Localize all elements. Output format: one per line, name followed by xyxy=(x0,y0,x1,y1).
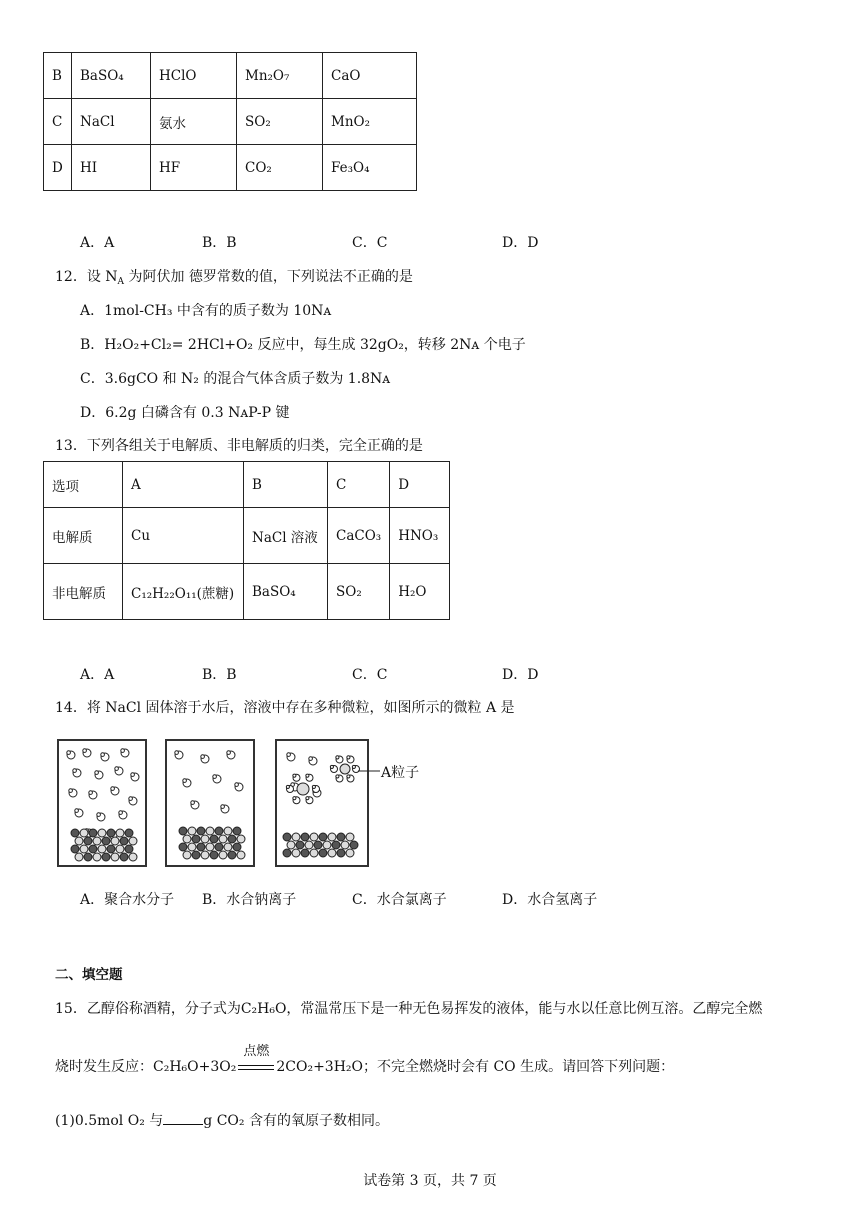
chloride-ion-icon xyxy=(80,845,88,853)
table-header-cell: B xyxy=(244,462,328,508)
water-molecule-icon xyxy=(306,774,313,781)
chloride-ion-icon xyxy=(224,827,232,835)
water-molecule-icon xyxy=(67,751,75,759)
q11-option-a[interactable]: A．A xyxy=(80,235,115,251)
q14-option-a[interactable]: A．聚合水分子 xyxy=(80,892,175,908)
water-molecule-icon xyxy=(73,769,81,777)
sodium-ion-icon xyxy=(71,845,79,853)
chloride-ion-icon xyxy=(340,764,350,774)
water-molecule-icon xyxy=(287,753,295,761)
table-cell: HF xyxy=(151,145,237,191)
sodium-ion-icon xyxy=(71,829,79,837)
chloride-ion-icon xyxy=(75,837,83,845)
table-cell: HI xyxy=(72,145,151,191)
table-cell: 非电解质 xyxy=(44,564,123,620)
q13-option-a[interactable]: A．A xyxy=(80,667,115,683)
chloride-ion-icon xyxy=(75,853,83,861)
table-cell: CaCO₃ xyxy=(328,508,390,564)
water-molecule-icon xyxy=(89,791,97,799)
chloride-ion-icon xyxy=(129,837,137,845)
sodium-ion-icon xyxy=(120,837,128,845)
sodium-ion-icon xyxy=(215,843,223,851)
sodium-ion-icon xyxy=(107,845,115,853)
water-molecule-icon xyxy=(330,765,337,772)
chloride-ion-icon xyxy=(237,851,245,859)
table-cell: C xyxy=(44,99,72,145)
sodium-ion-icon xyxy=(102,837,110,845)
water-molecule-icon xyxy=(183,779,191,787)
chloride-ion-icon xyxy=(98,829,106,837)
sodium-ion-icon xyxy=(283,849,291,857)
q15-stem-line1: 15．乙醇俗称酒精，分子式为C₂H₆O，常温常压下是一种无色易挥发的液体，能与水以任意比例互溶。乙醇完全燃 xyxy=(55,1001,763,1017)
chloride-ion-icon xyxy=(116,829,124,837)
water-molecule-icon xyxy=(69,789,77,797)
chloride-ion-icon xyxy=(93,837,101,845)
chloride-ion-icon xyxy=(219,835,227,843)
table-header-cell: C xyxy=(328,462,390,508)
chloride-ion-icon xyxy=(292,833,300,841)
classification-table-q13 xyxy=(43,461,450,620)
sodium-ion-icon xyxy=(89,845,97,853)
sodium-ion-icon xyxy=(233,843,241,851)
sodium-ion-icon xyxy=(228,835,236,843)
chloride-ion-icon xyxy=(129,853,137,861)
sodium-ion-icon xyxy=(179,843,187,851)
sodium-ion-icon xyxy=(350,841,358,849)
figure-label-a-particle: A粒子 xyxy=(381,765,420,781)
chloride-ion-icon xyxy=(201,851,209,859)
water-molecule-icon xyxy=(131,773,139,781)
chloride-ion-icon xyxy=(328,849,336,857)
chloride-ion-icon xyxy=(111,837,119,845)
water-molecule-icon xyxy=(306,797,313,804)
water-molecule-icon xyxy=(111,787,119,795)
sodium-ion-icon xyxy=(301,849,309,857)
water-molecule-icon xyxy=(121,749,129,757)
sodium-ion-icon xyxy=(228,851,236,859)
sodium-ion-icon xyxy=(107,829,115,837)
table-header-cell: D xyxy=(390,462,450,508)
chloride-ion-icon xyxy=(305,841,313,849)
table-header-cell: A xyxy=(123,462,244,508)
chloride-ion-icon xyxy=(323,841,331,849)
q11-option-c[interactable]: C．C xyxy=(352,235,388,251)
q11-option-d[interactable]: D．D xyxy=(502,235,539,251)
water-molecule-icon xyxy=(191,801,199,809)
q13-option-b[interactable]: B．B xyxy=(202,667,237,683)
q11-option-b[interactable]: B．B xyxy=(202,235,237,251)
dissolution-figure xyxy=(55,737,445,869)
sodium-ion-icon xyxy=(84,853,92,861)
water-molecule-icon xyxy=(347,756,354,763)
water-molecule-icon xyxy=(75,809,83,817)
table-cell: 电解质 xyxy=(44,508,123,564)
chloride-ion-icon xyxy=(346,833,354,841)
sodium-ion-icon xyxy=(233,827,241,835)
sodium-ion-icon xyxy=(210,835,218,843)
chloride-ion-icon xyxy=(328,833,336,841)
water-molecule-icon xyxy=(115,767,123,775)
table-header-cell: 选项 xyxy=(44,462,123,508)
water-molecule-icon xyxy=(95,771,103,779)
chloride-ion-icon xyxy=(346,849,354,857)
sodium-ion-icon xyxy=(314,841,322,849)
chloride-ion-icon xyxy=(297,783,309,795)
q13-option-d[interactable]: D．D xyxy=(502,667,539,683)
chloride-ion-icon xyxy=(188,827,196,835)
table-cell: HNO₃ xyxy=(390,508,450,564)
sodium-ion-icon xyxy=(215,827,223,835)
chloride-ion-icon xyxy=(93,853,101,861)
water-molecule-icon xyxy=(293,797,300,804)
water-molecule-icon xyxy=(213,775,221,783)
page-footer: 试卷第 3 页，共 7 页 xyxy=(363,1173,497,1189)
sodium-ion-icon xyxy=(283,833,291,841)
water-molecule-icon xyxy=(312,785,319,792)
chloride-ion-icon xyxy=(206,843,214,851)
q13-stem: 13．下列各组关于电解质、非电解质的归类，完全正确的是 xyxy=(55,438,423,454)
water-molecule-icon xyxy=(227,751,235,759)
q15-sub1: (1)0.5mol O₂ 与 g CO₂ 含有的氧原子数相同。 xyxy=(55,1110,389,1130)
sodium-ion-icon xyxy=(125,829,133,837)
water-molecule-icon xyxy=(101,753,109,761)
equals-sign xyxy=(238,1065,274,1070)
table-cell: NaCl xyxy=(72,99,151,145)
q12-option-d[interactable]: D．6.2g 白磷含有 0.3 NᴀP-P 键 xyxy=(80,405,290,421)
chloride-ion-icon xyxy=(80,829,88,837)
sodium-ion-icon xyxy=(120,853,128,861)
particles-svg xyxy=(55,737,445,869)
sodium-ion-icon xyxy=(179,827,187,835)
table-cell: H₂O xyxy=(390,564,450,620)
table-cell: Fe₃O₄ xyxy=(323,145,417,191)
chloride-ion-icon xyxy=(237,835,245,843)
answer-blank[interactable] xyxy=(163,1110,203,1125)
q15-stem-line2: 烧时发生反应：C₂H₆O+3O₂ 点燃 2CO₂+3H₂O；不完全燃烧时会有 CO 生成。请回答下列问题： xyxy=(55,1056,674,1076)
chloride-ion-icon xyxy=(116,845,124,853)
table-cell: 氨水 xyxy=(151,99,237,145)
q13-option-c[interactable]: C．C xyxy=(352,667,388,683)
sodium-ion-icon xyxy=(319,833,327,841)
sodium-ion-icon xyxy=(192,851,200,859)
chloride-ion-icon xyxy=(188,843,196,851)
sodium-ion-icon xyxy=(319,849,327,857)
sodium-ion-icon xyxy=(125,845,133,853)
q12-option-b[interactable]: B．H₂O₂+Cl₂= 2HCl+O₂ 反应中，每生成 32gO₂，转移 2Nᴀ 个电子 xyxy=(80,337,526,353)
chloride-ion-icon xyxy=(183,835,191,843)
water-molecule-icon xyxy=(293,774,300,781)
sodium-ion-icon xyxy=(337,849,345,857)
sodium-ion-icon xyxy=(337,833,345,841)
q12-stem: 12．设 $N_A$ 为阿伏加 德罗常数的值，下列说法不正确的是 xyxy=(55,269,413,287)
options-table-q11 xyxy=(43,52,417,191)
table-cell: BaSO₄ xyxy=(72,53,151,99)
chloride-ion-icon xyxy=(219,851,227,859)
sodium-ion-icon xyxy=(332,841,340,849)
water-molecule-icon xyxy=(83,749,91,757)
water-molecule-icon xyxy=(175,751,183,759)
chloride-ion-icon xyxy=(292,849,300,857)
water-molecule-icon xyxy=(119,811,127,819)
table-cell: Cu xyxy=(123,508,244,564)
chloride-ion-icon xyxy=(206,827,214,835)
sodium-ion-icon xyxy=(102,853,110,861)
table-cell: BaSO₄ xyxy=(244,564,328,620)
sodium-ion-icon xyxy=(296,841,304,849)
chloride-ion-icon xyxy=(310,849,318,857)
water-molecule-icon xyxy=(221,805,229,813)
chloride-ion-icon xyxy=(98,845,106,853)
table-cell: CaO xyxy=(323,53,417,99)
water-molecule-icon xyxy=(309,757,317,765)
table-cell: MnO₂ xyxy=(323,99,417,145)
sodium-ion-icon xyxy=(197,827,205,835)
sodium-ion-icon xyxy=(197,843,205,851)
water-molecule-icon xyxy=(336,756,343,763)
table-cell: SO₂ xyxy=(328,564,390,620)
water-molecule-icon xyxy=(201,755,209,763)
water-molecule-icon xyxy=(235,783,243,791)
table-cell: CO₂ xyxy=(237,145,323,191)
table-cell: D xyxy=(44,145,72,191)
q14-stem: 14．将 NaCl 固体溶于水后，溶液中存在多种微粒，如图所示的微粒 A 是 xyxy=(55,700,515,716)
chloride-ion-icon xyxy=(111,853,119,861)
chloride-ion-icon xyxy=(183,851,191,859)
chloride-ion-icon xyxy=(224,843,232,851)
water-molecule-icon xyxy=(347,775,354,782)
chloride-ion-icon xyxy=(201,835,209,843)
chloride-ion-icon xyxy=(287,841,295,849)
sodium-ion-icon xyxy=(89,829,97,837)
chloride-ion-icon xyxy=(341,841,349,849)
q12-option-a[interactable]: A．1mol-CH₃ 中含有的质子数为 10Nᴀ xyxy=(80,303,332,319)
section-title: 二、填空题 xyxy=(55,967,123,983)
q14-option-c[interactable]: C．水合氯离子 xyxy=(352,892,447,908)
water-molecule-icon xyxy=(286,785,293,792)
table-cell: B xyxy=(44,53,72,99)
q14-option-b[interactable]: B．水合钠离子 xyxy=(202,892,297,908)
table-cell: Mn₂O₇ xyxy=(237,53,323,99)
water-molecule-icon xyxy=(97,813,105,821)
table-cell: NaCl 溶液 xyxy=(244,508,328,564)
table-cell: SO₂ xyxy=(237,99,323,145)
table-cell: C₁₂H₂₂O₁₁(蔗糖) xyxy=(123,564,244,620)
reaction-condition: 点燃 xyxy=(243,1044,270,1059)
sodium-ion-icon xyxy=(301,833,309,841)
water-molecule-icon xyxy=(336,775,343,782)
table-cell: HClO xyxy=(151,53,237,99)
water-molecule-icon xyxy=(129,797,137,805)
sodium-ion-icon xyxy=(192,835,200,843)
sodium-ion-icon xyxy=(210,851,218,859)
q12-option-c[interactable]: C．3.6gCO 和 N₂ 的混合气体含质子数为 1.8Nᴀ xyxy=(80,371,391,387)
q14-option-d[interactable]: D．水合氢离子 xyxy=(502,892,598,908)
chloride-ion-icon xyxy=(310,833,318,841)
sodium-ion-icon xyxy=(84,837,92,845)
